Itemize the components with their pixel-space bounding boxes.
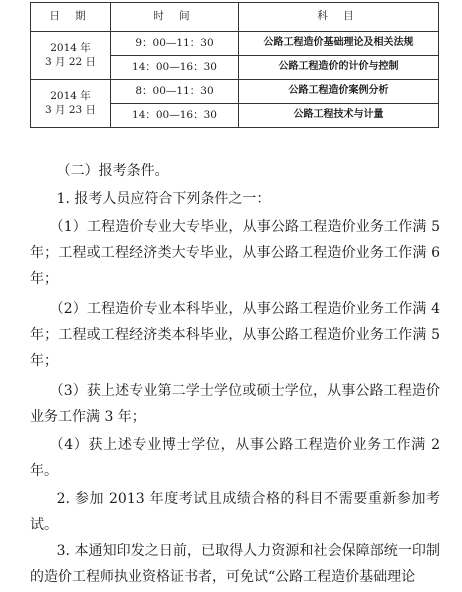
requirement-item-2: 2. 参加 2013 年度考试且成绩合格的科目不需要重新参加考试。 [30, 491, 440, 533]
subject-cell: 公路工程造价的计价与控制 [239, 56, 439, 80]
header-time: 时 间 [111, 3, 239, 32]
time-cell: 8：00—11：30 [111, 80, 239, 104]
requirement-item-3: 3. 本通知印发之日前，已取得人力资源和社会保障部统一印制的造价工程师执业资格证书者，可免试“公路工程造价基础理论 [30, 543, 440, 585]
subject-cell: 公路工程造价案例分析 [239, 80, 439, 104]
date-cell: 2014 年 3 月 22 日 [31, 32, 111, 80]
time-cell: 9：00—11：30 [111, 32, 239, 56]
subject-cell: 公路工程技术与计量 [239, 104, 439, 128]
time-cell: 14：00—16：30 [111, 104, 239, 128]
header-subject: 科 目 [239, 3, 439, 32]
section-title: （二）报考条件。 [56, 163, 169, 179]
table-row [31, 32, 439, 56]
condition-3: （3）获上述专业第二学士学位或硕士学位，从事公路工程造价业务工作满 3 年； [30, 383, 440, 425]
table-header-row [31, 3, 439, 32]
time-cell: 14：00—16：30 [111, 56, 239, 80]
subject-cell: 公路工程造价基础理论及相关法规 [239, 32, 439, 56]
header-date: 日 期 [31, 3, 111, 32]
condition-1: （1）工程造价专业大专毕业，从事公路工程造价业务工作满 5 年；工程或工程经济类大专毕业，从事公路工程造价业务工作满 6 年； [30, 219, 440, 287]
requirement-item-1-title: 1. 报考人员应符合下列条件之一： [56, 191, 271, 207]
exam-schedule-table [30, 2, 439, 128]
condition-4: （4）获上述专业博士学位，从事公路工程造价业务工作满 2 年。 [30, 437, 440, 479]
condition-2: （2）工程造价专业本科毕业，从事公路工程造价业务工作满 4 年；工程或工程经济类本科毕业，从事公路工程造价业务工作满 5 年； [30, 301, 440, 369]
date-cell: 2014 年 3 月 23 日 [31, 80, 111, 128]
table-row [31, 80, 439, 104]
